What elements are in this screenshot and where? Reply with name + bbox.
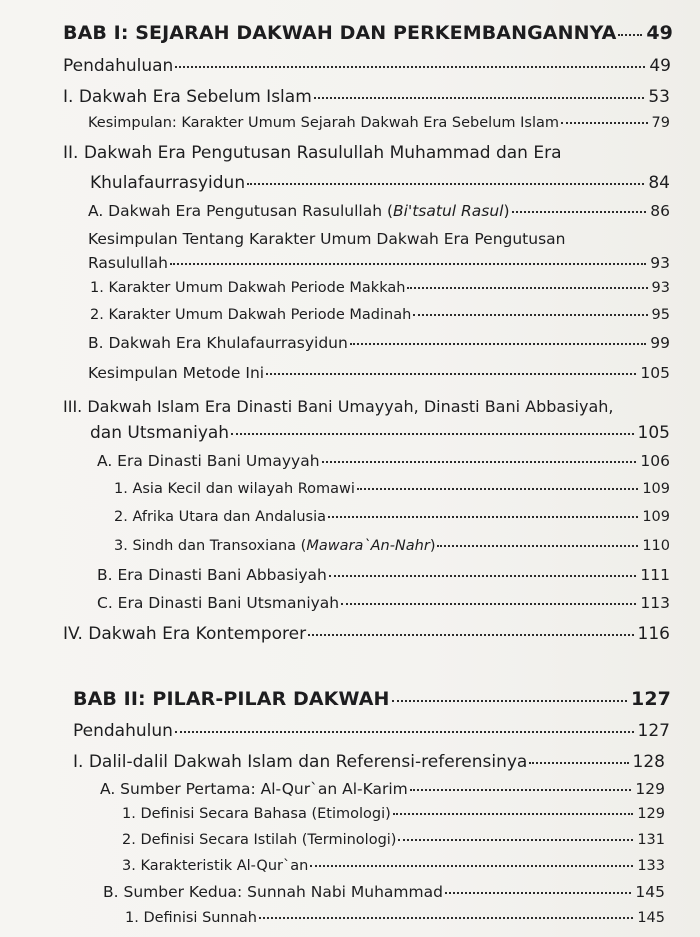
toc-page-number: 109 bbox=[642, 481, 670, 497]
toc-page-number: 127 bbox=[637, 721, 670, 741]
dot-leader bbox=[329, 575, 637, 577]
dot-leader bbox=[512, 211, 647, 213]
toc-entry-title: 2. Karakter Umum Dakwah Periode Madinah bbox=[90, 307, 412, 323]
toc-entry-title: IV. Dakwah Era Kontemporer bbox=[63, 624, 307, 644]
toc-page-number: 128 bbox=[632, 752, 665, 772]
toc-entry-title: 1. Definisi Sunnah bbox=[125, 910, 257, 926]
dot-leader bbox=[341, 603, 636, 605]
toc-page-number: 49 bbox=[649, 56, 671, 76]
toc-entry-bab2-1a-3 bbox=[122, 858, 665, 874]
toc-entry-section-2-line1: II. Dakwah Era Pengutusan Rasulullah Muhammad dan Era bbox=[63, 143, 562, 163]
toc-page-number: 110 bbox=[642, 538, 670, 554]
toc-page-number: 105 bbox=[640, 364, 670, 382]
toc-page-number: 145 bbox=[637, 910, 665, 926]
toc-entry-title: 1. Asia Kecil dan wilayah Romawi bbox=[114, 481, 355, 497]
toc-entry-kesimpulan-1 bbox=[88, 115, 670, 131]
toc-entry-pendahulun bbox=[73, 721, 670, 741]
toc-entry-title: B. Dakwah Era Khulafaurrasyidun bbox=[88, 334, 348, 352]
dot-leader bbox=[410, 789, 632, 791]
dot-leader bbox=[314, 97, 645, 99]
dot-leader bbox=[322, 461, 637, 463]
toc-page-number: 113 bbox=[640, 594, 670, 612]
toc-entry-bab2-1a-2 bbox=[122, 832, 665, 848]
toc-page-number: 129 bbox=[637, 806, 665, 822]
toc-page-number: 133 bbox=[637, 858, 665, 874]
title-text: A. Dakwah Era Pengutusan Rasulullah ( bbox=[88, 202, 394, 220]
toc-entry-title: I. Dalil-dalil Dakwah Islam dan Referensi-referensinya bbox=[73, 752, 528, 772]
toc-page-number: 93 bbox=[651, 280, 670, 296]
toc-page-number: 106 bbox=[640, 452, 670, 470]
toc-page-number: 131 bbox=[637, 832, 665, 848]
toc-page-number: 49 bbox=[646, 22, 673, 44]
toc-entry-title: I. Dakwah Era Sebelum Islam bbox=[63, 87, 312, 107]
toc-entry-bab-1 bbox=[63, 22, 673, 44]
dot-leader bbox=[529, 762, 628, 764]
toc-page-number: 116 bbox=[637, 624, 670, 644]
dot-leader bbox=[618, 34, 642, 36]
dot-leader bbox=[413, 314, 647, 316]
toc-page-number: 79 bbox=[651, 115, 670, 131]
toc-entry-title: A. Era Dinasti Bani Umayyah bbox=[97, 452, 320, 470]
toc-entry-3c bbox=[97, 594, 670, 612]
toc-entry-title: B. Sumber Kedua: Sunnah Nabi Muhammad bbox=[103, 883, 443, 901]
toc-page-number: 84 bbox=[648, 173, 670, 193]
title-italic: Mawara`An-Nahr bbox=[306, 538, 430, 554]
toc-entry-title: BAB II: PILAR-PILAR DAKWAH bbox=[73, 688, 390, 710]
dot-leader bbox=[437, 545, 638, 547]
toc-entry-title: A. Sumber Pertama: Al-Qur`an Al-Karim bbox=[100, 780, 408, 798]
dot-leader bbox=[266, 373, 636, 375]
toc-entry-title: BAB I: SEJARAH DAKWAH DAN PERKEMBANGANNYA bbox=[63, 22, 617, 44]
toc-entry-title: 3. Karakteristik Al-Qur`an bbox=[122, 858, 309, 874]
toc-entry-title: 2. Definisi Secara Istilah (Terminologi) bbox=[122, 832, 397, 848]
dot-leader bbox=[231, 433, 633, 435]
dot-leader bbox=[308, 634, 633, 636]
toc-page-number: 99 bbox=[650, 334, 670, 352]
toc-entry-title: Rasulullah bbox=[88, 254, 168, 272]
toc-entry-bab2-section-1 bbox=[73, 752, 665, 772]
toc-entry-title: Kesimpulan: Karakter Umum Sejarah Dakwah Era Sebelum Islam bbox=[88, 115, 559, 131]
toc-entry-title: Kesimpulan Metode Ini bbox=[88, 364, 265, 382]
toc-entry-pendahuluan bbox=[63, 56, 671, 76]
toc-entry-kesimpulan-metode bbox=[88, 364, 670, 382]
toc-page-number: 93 bbox=[650, 254, 670, 272]
title-text: 3. Sindh dan Transoxiana ( bbox=[114, 538, 307, 554]
toc-entry-title: dan Utsmaniyah bbox=[90, 423, 230, 443]
dot-leader bbox=[170, 263, 646, 265]
dot-leader bbox=[328, 516, 638, 518]
toc-entry-kesimpulan-2-line1: Kesimpulan Tentang Karakter Umum Dakwah Era Pengutusan bbox=[88, 230, 566, 248]
toc-page-number: 86 bbox=[650, 202, 670, 220]
toc-page-number: 109 bbox=[642, 509, 670, 525]
toc-entry-title: Pendahuluan bbox=[63, 56, 174, 76]
toc-entry-2b bbox=[88, 334, 670, 352]
toc-entry-3b bbox=[97, 566, 670, 584]
dot-leader bbox=[350, 343, 646, 345]
dot-leader bbox=[175, 731, 634, 733]
toc-entry-section-4 bbox=[63, 624, 670, 644]
toc-page-number: 53 bbox=[648, 87, 670, 107]
toc-page-number: 105 bbox=[637, 423, 670, 443]
title-italic: Bi'tsatul Rasul bbox=[393, 202, 504, 220]
toc-page-number: 127 bbox=[631, 688, 671, 710]
toc-entry-2-1 bbox=[90, 280, 670, 296]
toc-entry-title: Khulafaurrasyidun bbox=[90, 173, 246, 193]
toc-entry-bab2-1a-1 bbox=[122, 806, 665, 822]
toc-entry-3a-3 bbox=[114, 538, 670, 554]
toc-entry-section-3 bbox=[90, 423, 670, 443]
toc-page-number: 111 bbox=[640, 566, 670, 584]
toc-entry-title: 1. Definisi Secara Bahasa (Etimologi) bbox=[122, 806, 391, 822]
toc-entry-3a bbox=[97, 452, 670, 470]
toc-page-number: 129 bbox=[635, 780, 665, 798]
toc-entry-title: Pendahulun bbox=[73, 721, 173, 741]
toc-entry-title: B. Era Dinasti Bani Abbasiyah bbox=[97, 566, 327, 584]
toc-entry-3a-2 bbox=[114, 509, 670, 525]
toc-entry-bab2-1b bbox=[103, 883, 665, 901]
toc-page-number: 145 bbox=[635, 883, 665, 901]
title-text-after: ) bbox=[429, 538, 436, 554]
toc-entry-bab-2 bbox=[73, 688, 671, 710]
toc-entry-section-2 bbox=[90, 173, 670, 193]
toc-entry-2a bbox=[88, 202, 670, 220]
dot-leader bbox=[393, 813, 634, 815]
title-text-after: ) bbox=[503, 202, 510, 220]
dot-leader bbox=[247, 183, 644, 185]
toc-entry-3a-1 bbox=[114, 481, 670, 497]
toc-entry-kesimpulan-2 bbox=[88, 254, 670, 272]
toc-entry-section-3-line1: III. Dakwah Islam Era Dinasti Bani Umayyah, Dinasti Bani Abbasiyah, bbox=[63, 397, 614, 416]
toc-entry-bab2-1a bbox=[100, 780, 665, 798]
dot-leader bbox=[407, 287, 647, 289]
dot-leader bbox=[310, 865, 633, 867]
toc-entry-title bbox=[88, 202, 510, 220]
dot-leader bbox=[398, 839, 633, 841]
dot-leader bbox=[357, 488, 638, 490]
dot-leader bbox=[561, 122, 648, 124]
dot-leader bbox=[392, 700, 628, 702]
toc-entry-section-1 bbox=[63, 87, 670, 107]
toc-entry-2-2 bbox=[90, 307, 670, 323]
toc-entry-title bbox=[114, 538, 435, 554]
dot-leader bbox=[445, 892, 631, 894]
toc-page-number: 95 bbox=[651, 307, 670, 323]
toc-entry-bab2-1b-1 bbox=[125, 910, 665, 926]
dot-leader bbox=[259, 917, 633, 919]
toc-entry-title: 1. Karakter Umum Dakwah Periode Makkah bbox=[90, 280, 406, 296]
dot-leader bbox=[175, 66, 645, 68]
toc-entry-title: 2. Afrika Utara dan Andalusia bbox=[114, 509, 326, 525]
toc-entry-title: C. Era Dinasti Bani Utsmaniyah bbox=[97, 594, 340, 612]
